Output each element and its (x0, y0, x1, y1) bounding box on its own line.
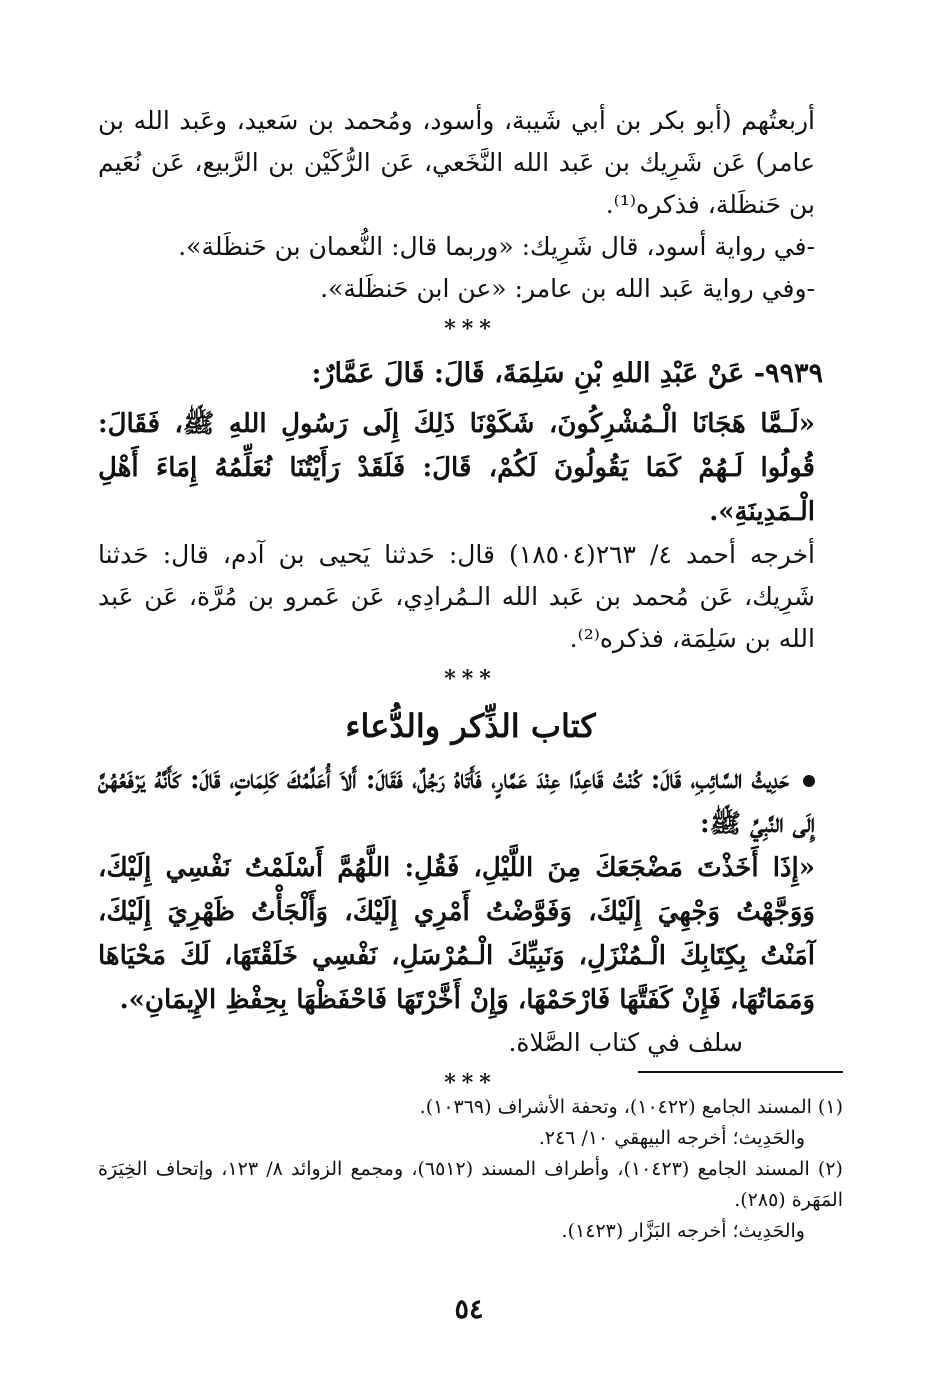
page-body (98, 100, 843, 1102)
section-divider-stars: *** (444, 666, 497, 692)
footnote-2-detail: والحَدِيث؛ أخرجه البَزَّار (١٤٢٣). (561, 1220, 805, 1242)
footnote-separator (638, 1071, 843, 1073)
footnotes (98, 1092, 843, 1247)
bullet-icon (803, 775, 815, 787)
footnote-1: (١) المسند الجامع (١٠٤٢٢)، وتحفة الأشراف (١٠٣٦٩). (419, 1096, 843, 1118)
page-number: ٥٤ (454, 1294, 484, 1325)
hadith-heading: ٩٩٣٩- عَنْ عَبْدِ اللهِ بْنِ سَلِمَةَ، قَالَ: قَالَ عَمَّارٌ: (311, 358, 823, 389)
footnote-2: (٢) المسند الجامع (١٠٤٢٣)، وأطراف المسند (٦٥١٢)، ومجمع الزوائد ٨/ ١٢٣، وإتحاف الخِيَرَة المَهَرة (٢٨٥). (98, 1158, 843, 1211)
hadith2-intro (98, 758, 843, 846)
closing-note: سلف في كتاب الصَّلاة. (508, 1028, 743, 1057)
section-divider-stars: *** (444, 1070, 497, 1096)
paragraph-chain-of-narrators: أربعتُهم (أبو بكر بن أبي شَيبة، وأسود، ومُحمد بن سَعيد، وعَبد الله بن عامر) عَن شَرِيك بن عَبد الله النَّخَعي، عَن الرُّكَيْن بن الرَّبيع، عَن نُعَيم بن حَنظَلة، فذكره⁽¹⁾. (98, 106, 815, 219)
section-divider-stars: *** (444, 316, 497, 342)
chapter-title: كتاب الذِّكر والدُّعاء (345, 707, 596, 745)
hadith-text: «لَـمَّا هَجَانَا الْـمُشْرِكُونَ، شَكَوْنَا ذَلِكَ إِلَى رَسُولِ اللهِ ﷺ، فَقَالَ: قُولُوا لَـهُمْ كَمَا يَقُولُونَ لَكُمْ، قَالَ: فَلَقَدْ رَأَيْتُنَا نُعَلِّمُهُ إِمَاءَ أَهْلِ الْـمَدِينَةِ». (98, 409, 815, 527)
hadith2-intro-text: حَدِيثُ السَّائِبِ، قَالَ: كُنْتُ قَاعِدًا عِنْدَ عَمَّارٍ، فَأَتَاهُ رَجُلٌ، فَقَالَ: أَلاَ أُعَلِّمُكَ كَلِمَاتٍ، قَالَ: كَأَنَّهُ يَرْفَعُهُنَّ إِلَى النَّبِيِّ ﷺ: (98, 765, 815, 839)
takhrij-paragraph: أخرجه أحمد ٤/ ٢٦٣(١٨٥٠٤) قال: حَدثنا يَحيى بن آدم، قال: حَدثنا شَرِيك، عَن مُحمد بن عَبد الله الـمُرادِي، عَن عَمرو بن مُرَّة، عَن عَبد الله بن سَلِمَة، فذكره⁽²⁾. (98, 540, 816, 653)
note-abdullah-narration: -وفي رواية عَبد الله بن عامر: «عن ابن حَنظَلة». (320, 274, 815, 303)
note-aswad-narration: -في رواية أسود، قال شَرِيك: «وربما قال: النُّعمان بن حَنظَلة». (178, 232, 815, 261)
hadith2-text: «إِذَا أَخَذْتَ مَضْجَعَكَ مِنَ اللَّيْلِ، فَقُلِ: اللَّهُمَّ أَسْلَمْتُ نَفْسِي إِلَيْكَ، وَوَجَّهْتُ وَجْهِيَ إِلَيْكَ، وَفَوَّضْتُ أَمْرِي إِلَيْكَ، وَأَلْجَأْتُ ظَهْرِيَ إِلَيْكَ، آمَنْتُ بِكِتَابِكَ الْـمُنْزَلِ، وَنَبِيِّكَ الْـمُرْسَلِ، نَفْسِي خَلَقْتَهَا، لَكَ مَحْيَاهَا وَمَمَاتُهَا، فَإِنْ كَفَتَّهَا فَارْحَمْهَا، وَإِنْ أَخَّرْتَهَا فَاحْفَظْهَا بِحِفْظِ الإِيمَانِ». (98, 853, 815, 1015)
footnote-1-detail: والحَدِيث؛ أخرجه البيهقي ١٠/ ٢٤٦. (538, 1127, 805, 1149)
